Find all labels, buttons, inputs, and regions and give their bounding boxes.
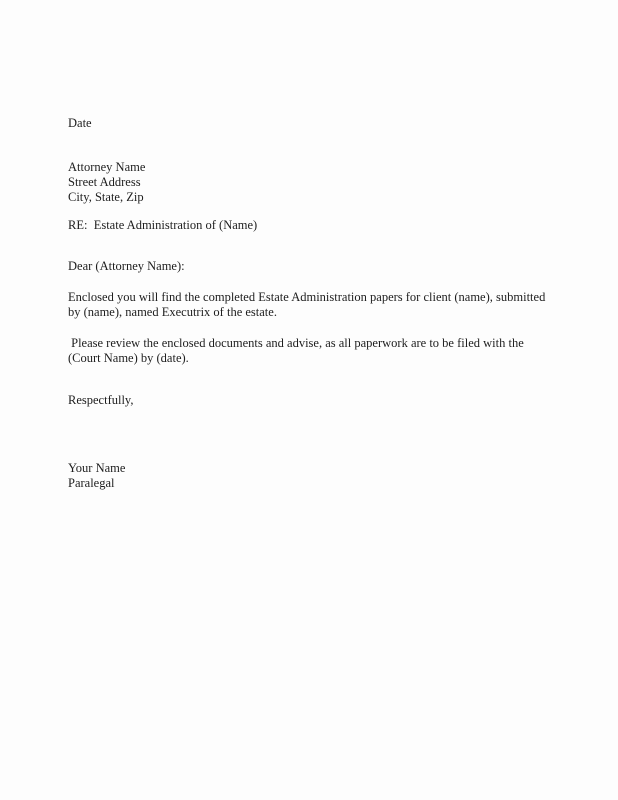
- signature-title: Paralegal: [68, 476, 115, 490]
- body-paragraph-1: [68, 290, 562, 320]
- recipient-street: Street Address: [68, 175, 141, 189]
- body-paragraph-1-line-1: Enclosed you will find the completed Estate Administration papers for client (name), submitted: [68, 290, 546, 304]
- recipient-name: Attorney Name: [68, 160, 146, 174]
- body-paragraph-2-line-1: Please review the enclosed documents and advise, as all paperwork are to be filed with the: [68, 336, 524, 350]
- body-paragraph-2: [68, 336, 562, 366]
- body-paragraph-2-line-2: (Court Name) by (date).: [68, 351, 189, 365]
- closing-line: Respectfully,: [68, 393, 134, 407]
- signature-block: [68, 461, 562, 491]
- body-paragraph-1-line-2: by (name), named Executrix of the estate.: [68, 305, 277, 319]
- subject-line: RE: Estate Administration of (Name): [68, 218, 258, 232]
- salutation-line: Dear (Attorney Name):: [68, 259, 185, 273]
- recipient-city-state-zip: City, State, Zip: [68, 190, 144, 204]
- date-line: Date: [68, 116, 92, 130]
- signature-name: Your Name: [68, 461, 126, 475]
- recipient-address-block: [68, 160, 562, 205]
